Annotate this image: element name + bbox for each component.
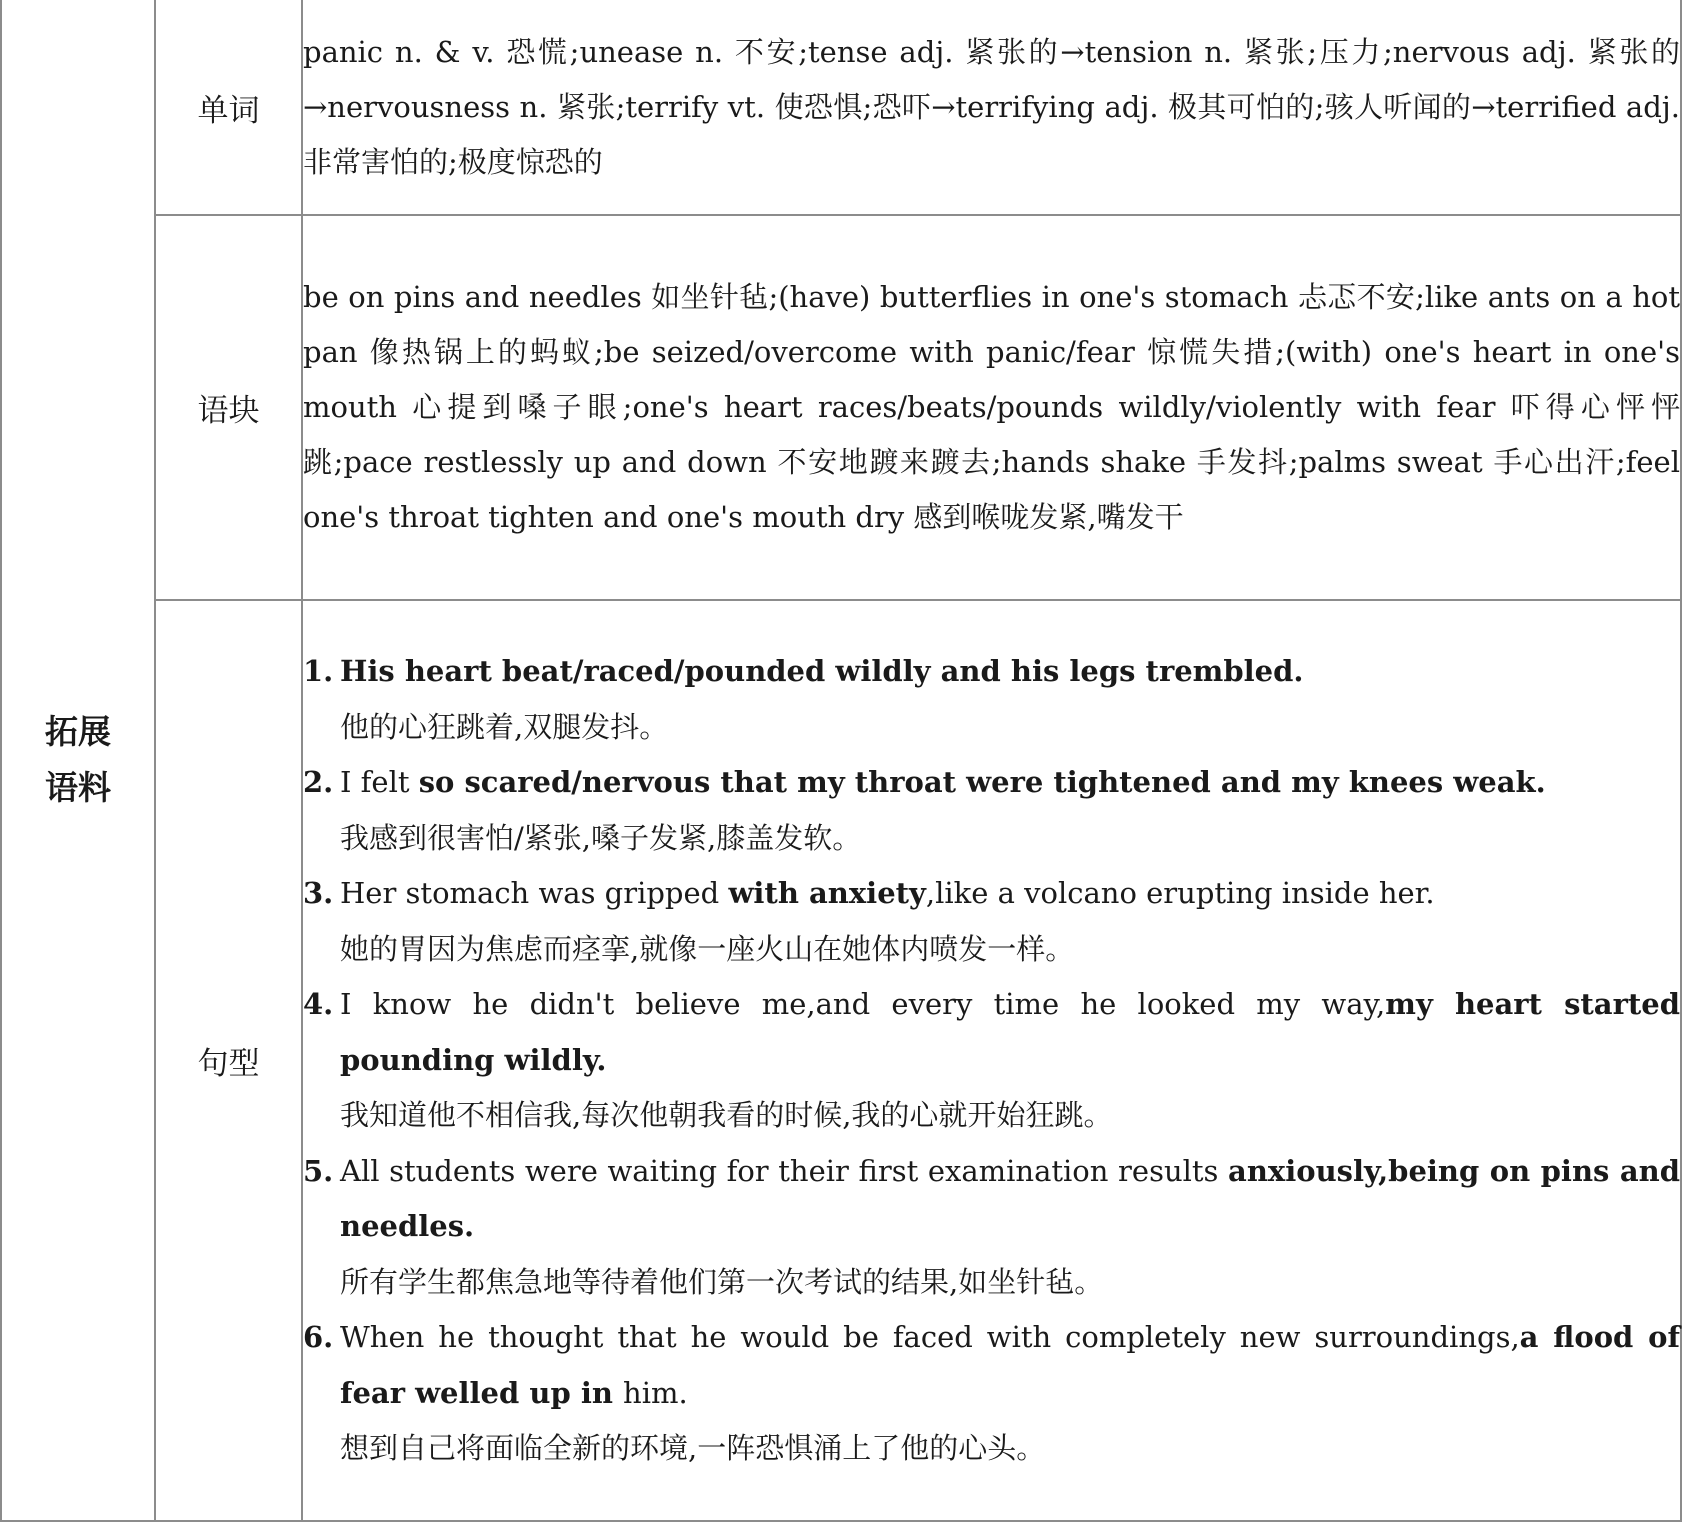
table-row-chunks	[1, 215, 1681, 600]
sentence-translation: 想到自己将面临全新的环境,一阵恐惧涌上了他的心头。	[340, 1431, 1046, 1466]
section-label	[1, 0, 155, 1521]
sentence-item	[303, 866, 1680, 977]
sentence-number: 6.	[303, 1320, 334, 1355]
sentence-item	[303, 977, 1680, 1144]
sentence-number: 5.	[303, 1153, 334, 1188]
category-sentences: 句型	[155, 600, 302, 1521]
sentence-item	[303, 644, 1680, 755]
sentence-number: 2.	[303, 765, 334, 800]
sentence-number: 3.	[303, 876, 334, 911]
sentence-english	[340, 644, 1680, 700]
sentence-english	[340, 1144, 1680, 1255]
section-label-line-2: 语料	[45, 768, 111, 807]
category-words: 单词	[155, 0, 302, 215]
chunks-cell	[302, 215, 1681, 600]
section-label-line-1: 拓展	[45, 712, 111, 751]
sentence-item	[303, 755, 1680, 866]
words-cell	[302, 0, 1681, 215]
sentence-english	[340, 866, 1680, 922]
sentence-text: When he thought that he would be faced with completely new surroundings,	[340, 1320, 1520, 1355]
sentence-translation: 所有学生都焦急地等待着他们第一次考试的结果,如坐针毡。	[340, 1264, 1104, 1299]
sentence-item	[303, 1144, 1680, 1311]
sentence-english	[340, 1310, 1680, 1421]
sentence-highlight: with anxiety	[728, 876, 926, 911]
sentence-translation: 我感到很害怕/紧张,嗓子发紧,膝盖发软。	[340, 820, 862, 855]
sentence-highlight: anxiously,being on pins and needles.	[340, 1153, 1680, 1244]
sentence-highlight: so scared/nervous that my throat were tightened and my knees weak.	[418, 765, 1546, 800]
sentence-item	[303, 1310, 1680, 1477]
sentence-highlight: my heart started pounding wildly.	[340, 987, 1680, 1077]
chunks-text: be on pins and needles 如坐针毡;(have) butterflies in one's stomach 忐忑不安;like ants on a hot pan 像热锅上的蚂蚁;be seized/overcome with panic/fear 惊慌失措;(with) one's heart in one's mouth 心提到嗓子眼;one's heart races/beats/pounds wildly/violently with fear 吓得心怦怦跳;pace restlessly up and down 不安地踱来踱去;hands shake 手发抖;palms sweat 手心出汗;feel one's throat tighten and one's mouth dry 感到喉咙发紧,嘴发干	[303, 280, 1680, 534]
sentence-translation: 他的心狂跳着,双腿发抖。	[340, 709, 669, 744]
sentence-highlight: His heart beat/raced/pounded wildly and his legs trembled.	[340, 654, 1304, 689]
sentence-text: ,like a volcano erupting inside her.	[925, 876, 1435, 911]
table-row-sentences	[1, 600, 1681, 1521]
sentence-text: I know he didn't believe me,and every time he looked my way,	[340, 987, 1386, 1022]
sentence-english	[340, 977, 1680, 1088]
sentence-translation: 她的胃因为焦虑而痉挛,就像一座火山在她体内喷发一样。	[340, 931, 1075, 966]
sentence-number: 4.	[303, 987, 334, 1022]
sentence-text: Her stomach was gripped	[340, 876, 729, 911]
category-chunks: 语块	[155, 215, 302, 600]
sentence-text: him.	[623, 1375, 688, 1410]
sentence-english	[340, 755, 1680, 811]
sentence-highlight: a flood of fear welled up in	[340, 1320, 1680, 1410]
sentence-text: I felt	[340, 765, 419, 800]
words-text: panic n. & v. 恐慌;unease n. 不安;tense adj. 紧张的→tension n. 紧张;压力;nervous adj. 紧张的→nervousness n. 紧张;terrify vt. 使恐惧;恐吓→terrifying adj. 极其可怕的;骇人听闻的→terrified adj. 非常害怕的;极度惊恐的	[303, 34, 1680, 179]
sentence-translation: 我知道他不相信我,每次他朝我看的时候,我的心就开始狂跳。	[340, 1098, 1113, 1133]
sentence-list	[303, 644, 1680, 1477]
sentence-text: All students were waiting for their first examination results	[340, 1153, 1229, 1188]
sentences-cell	[302, 600, 1681, 1521]
sentence-number: 1.	[303, 654, 334, 689]
table-row-words	[1, 0, 1681, 215]
